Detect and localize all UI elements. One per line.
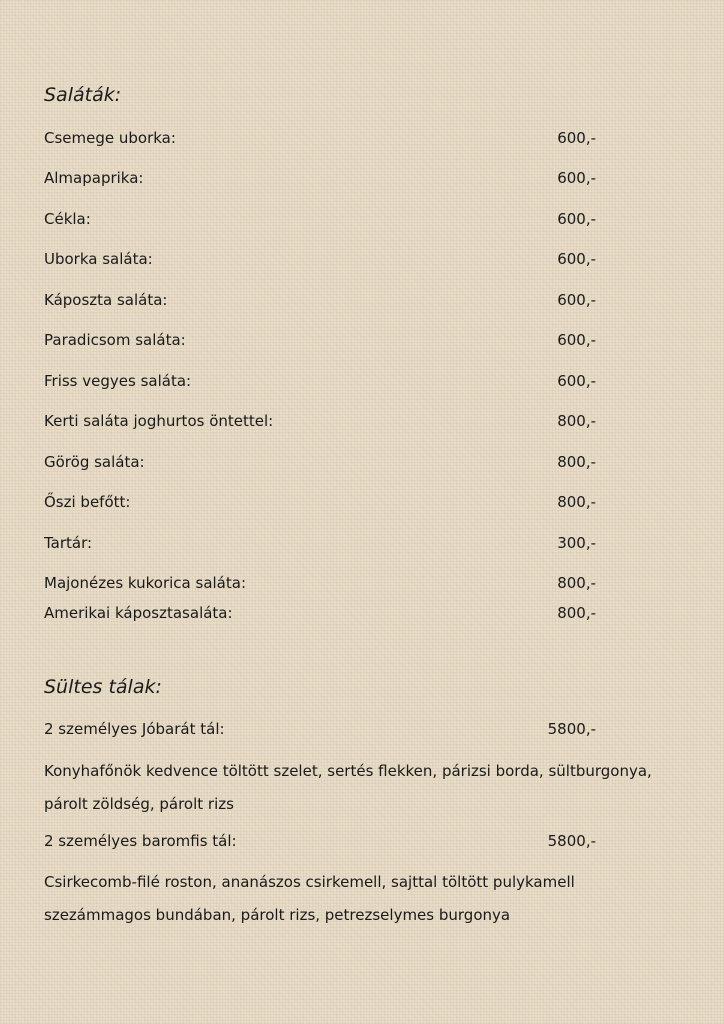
menu-item-price: 600,- xyxy=(557,291,596,309)
menu-item-name: Paradicsom saláta: xyxy=(44,331,186,349)
menu-item-row xyxy=(44,248,596,270)
menu-item-row xyxy=(44,329,596,351)
menu-item-name: 2 személyes Jóbarát tál: xyxy=(44,720,225,738)
menu-item-price: 600,- xyxy=(557,210,596,228)
menu-item-row xyxy=(44,127,596,149)
menu-item-price: 600,- xyxy=(557,129,596,147)
menu-item-price: 600,- xyxy=(557,331,596,349)
menu-item-row xyxy=(44,410,596,432)
description-line: párolt zöldség, párolt rizs xyxy=(44,795,234,813)
menu-item-name: Görög saláta: xyxy=(44,453,145,471)
menu-item-price: 800,- xyxy=(557,604,596,622)
menu-item-description xyxy=(44,755,684,821)
menu-item-price: 600,- xyxy=(557,372,596,390)
menu-item-row xyxy=(44,208,596,230)
menu-item-row xyxy=(44,167,596,189)
menu-item-row xyxy=(44,289,596,311)
salads-heading: Saláták: xyxy=(44,84,122,106)
menu-item-price: 800,- xyxy=(557,453,596,471)
menu-item-name: Uborka saláta: xyxy=(44,250,153,268)
description-line: szezámmagos bundában, párolt rizs, petrezselymes burgonya xyxy=(44,906,511,924)
menu-item-price: 800,- xyxy=(557,574,596,592)
menu-item-price: 300,- xyxy=(557,534,596,552)
menu-item-name: Cékla: xyxy=(44,210,91,228)
menu-item-name: Csemege uborka: xyxy=(44,129,176,147)
menu-item-price: 600,- xyxy=(557,169,596,187)
menu-item-name: Friss vegyes saláta: xyxy=(44,372,192,390)
menu-item-description xyxy=(44,866,684,932)
menu-item-name: Majonézes kukorica saláta: xyxy=(44,574,246,592)
menu-item-row xyxy=(44,451,596,473)
menu-item-price: 800,- xyxy=(557,412,596,430)
menu-item-row xyxy=(44,532,596,554)
menu-item-row xyxy=(44,572,596,594)
description-line: Konyhafőnök kedvence töltött szelet, sertés flekken, párizsi borda, sültburgonya, xyxy=(44,762,652,780)
menu-item-row xyxy=(44,491,596,513)
menu-item-name: Tartár: xyxy=(44,534,93,552)
menu-item-row xyxy=(44,718,596,740)
menu-item-name: Káposzta saláta: xyxy=(44,291,168,309)
menu-item-price: 800,- xyxy=(557,493,596,511)
description-line: Csirkecomb-filé roston, ananászos csirkemell, sajttal töltött pulykamell xyxy=(44,873,575,891)
menu-item-name: Amerikai káposztasaláta: xyxy=(44,604,233,622)
menu-item-row xyxy=(44,830,596,852)
menu-item-row xyxy=(44,602,596,624)
menu-item-price: 5800,- xyxy=(547,832,596,850)
menu-item-row xyxy=(44,370,596,392)
platters-heading: Sültes tálak: xyxy=(44,676,162,698)
menu-item-name: Kerti saláta joghurtos öntettel: xyxy=(44,412,274,430)
menu-item-price: 5800,- xyxy=(547,720,596,738)
menu-item-name: Őszi befőtt: xyxy=(44,493,131,511)
menu-item-name: 2 személyes baromfis tál: xyxy=(44,832,237,850)
menu-item-price: 600,- xyxy=(557,250,596,268)
menu-item-name: Almapaprika: xyxy=(44,169,144,187)
